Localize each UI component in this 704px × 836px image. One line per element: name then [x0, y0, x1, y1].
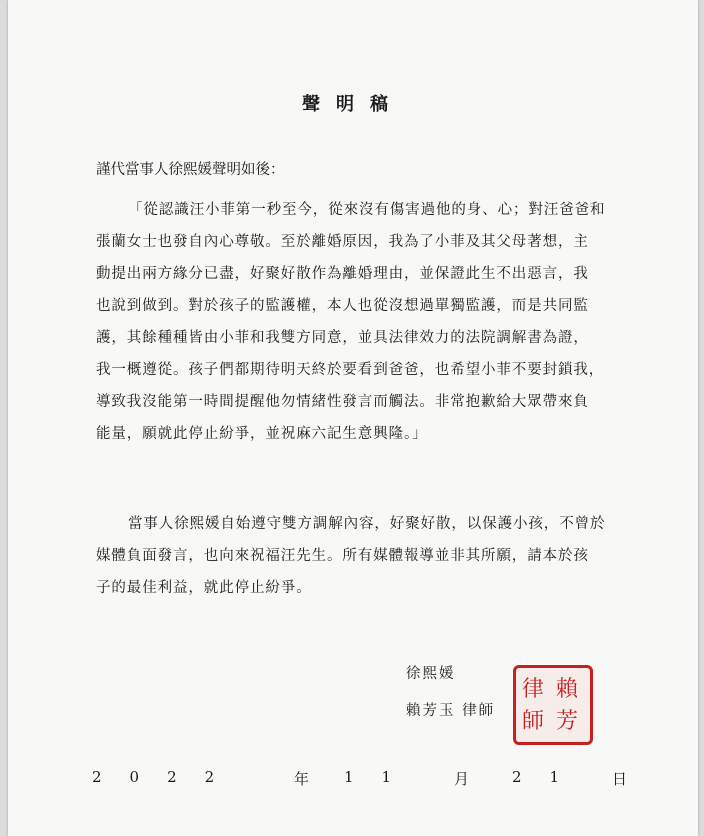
seal-icon — [516, 668, 590, 742]
quote-line: 導致我沒能第一時間提醒他勿情緒性發言而觸法。非常抱歉給大眾帶來負 — [96, 394, 589, 410]
quoted-statement — [96, 194, 624, 450]
signatory-name: 徐熙媛 — [406, 666, 456, 682]
svg-text:師: 師 — [522, 709, 545, 734]
date-day-unit: 日 — [612, 770, 628, 788]
document-title: 聲明稿 — [302, 94, 404, 115]
lawyer-name: 賴芳玉 律師 — [406, 703, 496, 719]
quote-line: 護，其餘種種皆由小菲和我雙方同意，並具法律效力的法院調解書為證， — [96, 330, 589, 346]
date-month-unit: 月 — [454, 770, 470, 788]
client-statement — [96, 508, 624, 604]
statement-line: 媒體負面發言，也向來祝福汪先生。所有媒體報導並非其所願，請本於孩 — [96, 548, 589, 564]
quote-line: 能量，願就此停止紛爭，並祝麻六記生意興隆。」 — [96, 426, 428, 442]
lawyer-seal-stamp — [513, 665, 593, 745]
date-day: 21 — [512, 768, 588, 786]
opening-line: 謹代當事人徐熙媛聲明如後： — [96, 162, 285, 178]
date-month: 11 — [344, 768, 420, 786]
quote-line: 動提出兩方緣分已盡，好聚好散作為離婚理由，並保證此生不出惡言，我 — [96, 266, 589, 282]
document-page — [8, 0, 698, 836]
statement-line: 子的最佳利益，就此停止紛爭。 — [96, 580, 312, 596]
quote-line: 我一概遵從。孩子們都期待明天終於要看到爸爸，也希望小菲不要封鎖我， — [96, 362, 605, 378]
svg-text:律: 律 — [522, 677, 545, 702]
svg-text:賴: 賴 — [556, 677, 579, 702]
date-year: 2022 — [92, 768, 243, 786]
svg-text:芳: 芳 — [556, 709, 579, 734]
quote-line: 張蘭女士也發自內心尊敬。至於離婚原因，我為了小菲及其父母著想，主 — [96, 234, 589, 250]
statement-line: 當事人徐熙媛自始遵守雙方調解內容，好聚好散，以保護小孩，不曾於 — [128, 516, 606, 532]
quote-line: 「從認識汪小菲第一秒至今，從來沒有傷害過他的身、心；對汪爸爸和 — [128, 202, 606, 218]
quote-line: 也說到做到。對於孩子的監護權，本人也從沒想過單獨監護，而是共同監 — [96, 298, 589, 314]
date-year-unit: 年 — [294, 770, 310, 788]
